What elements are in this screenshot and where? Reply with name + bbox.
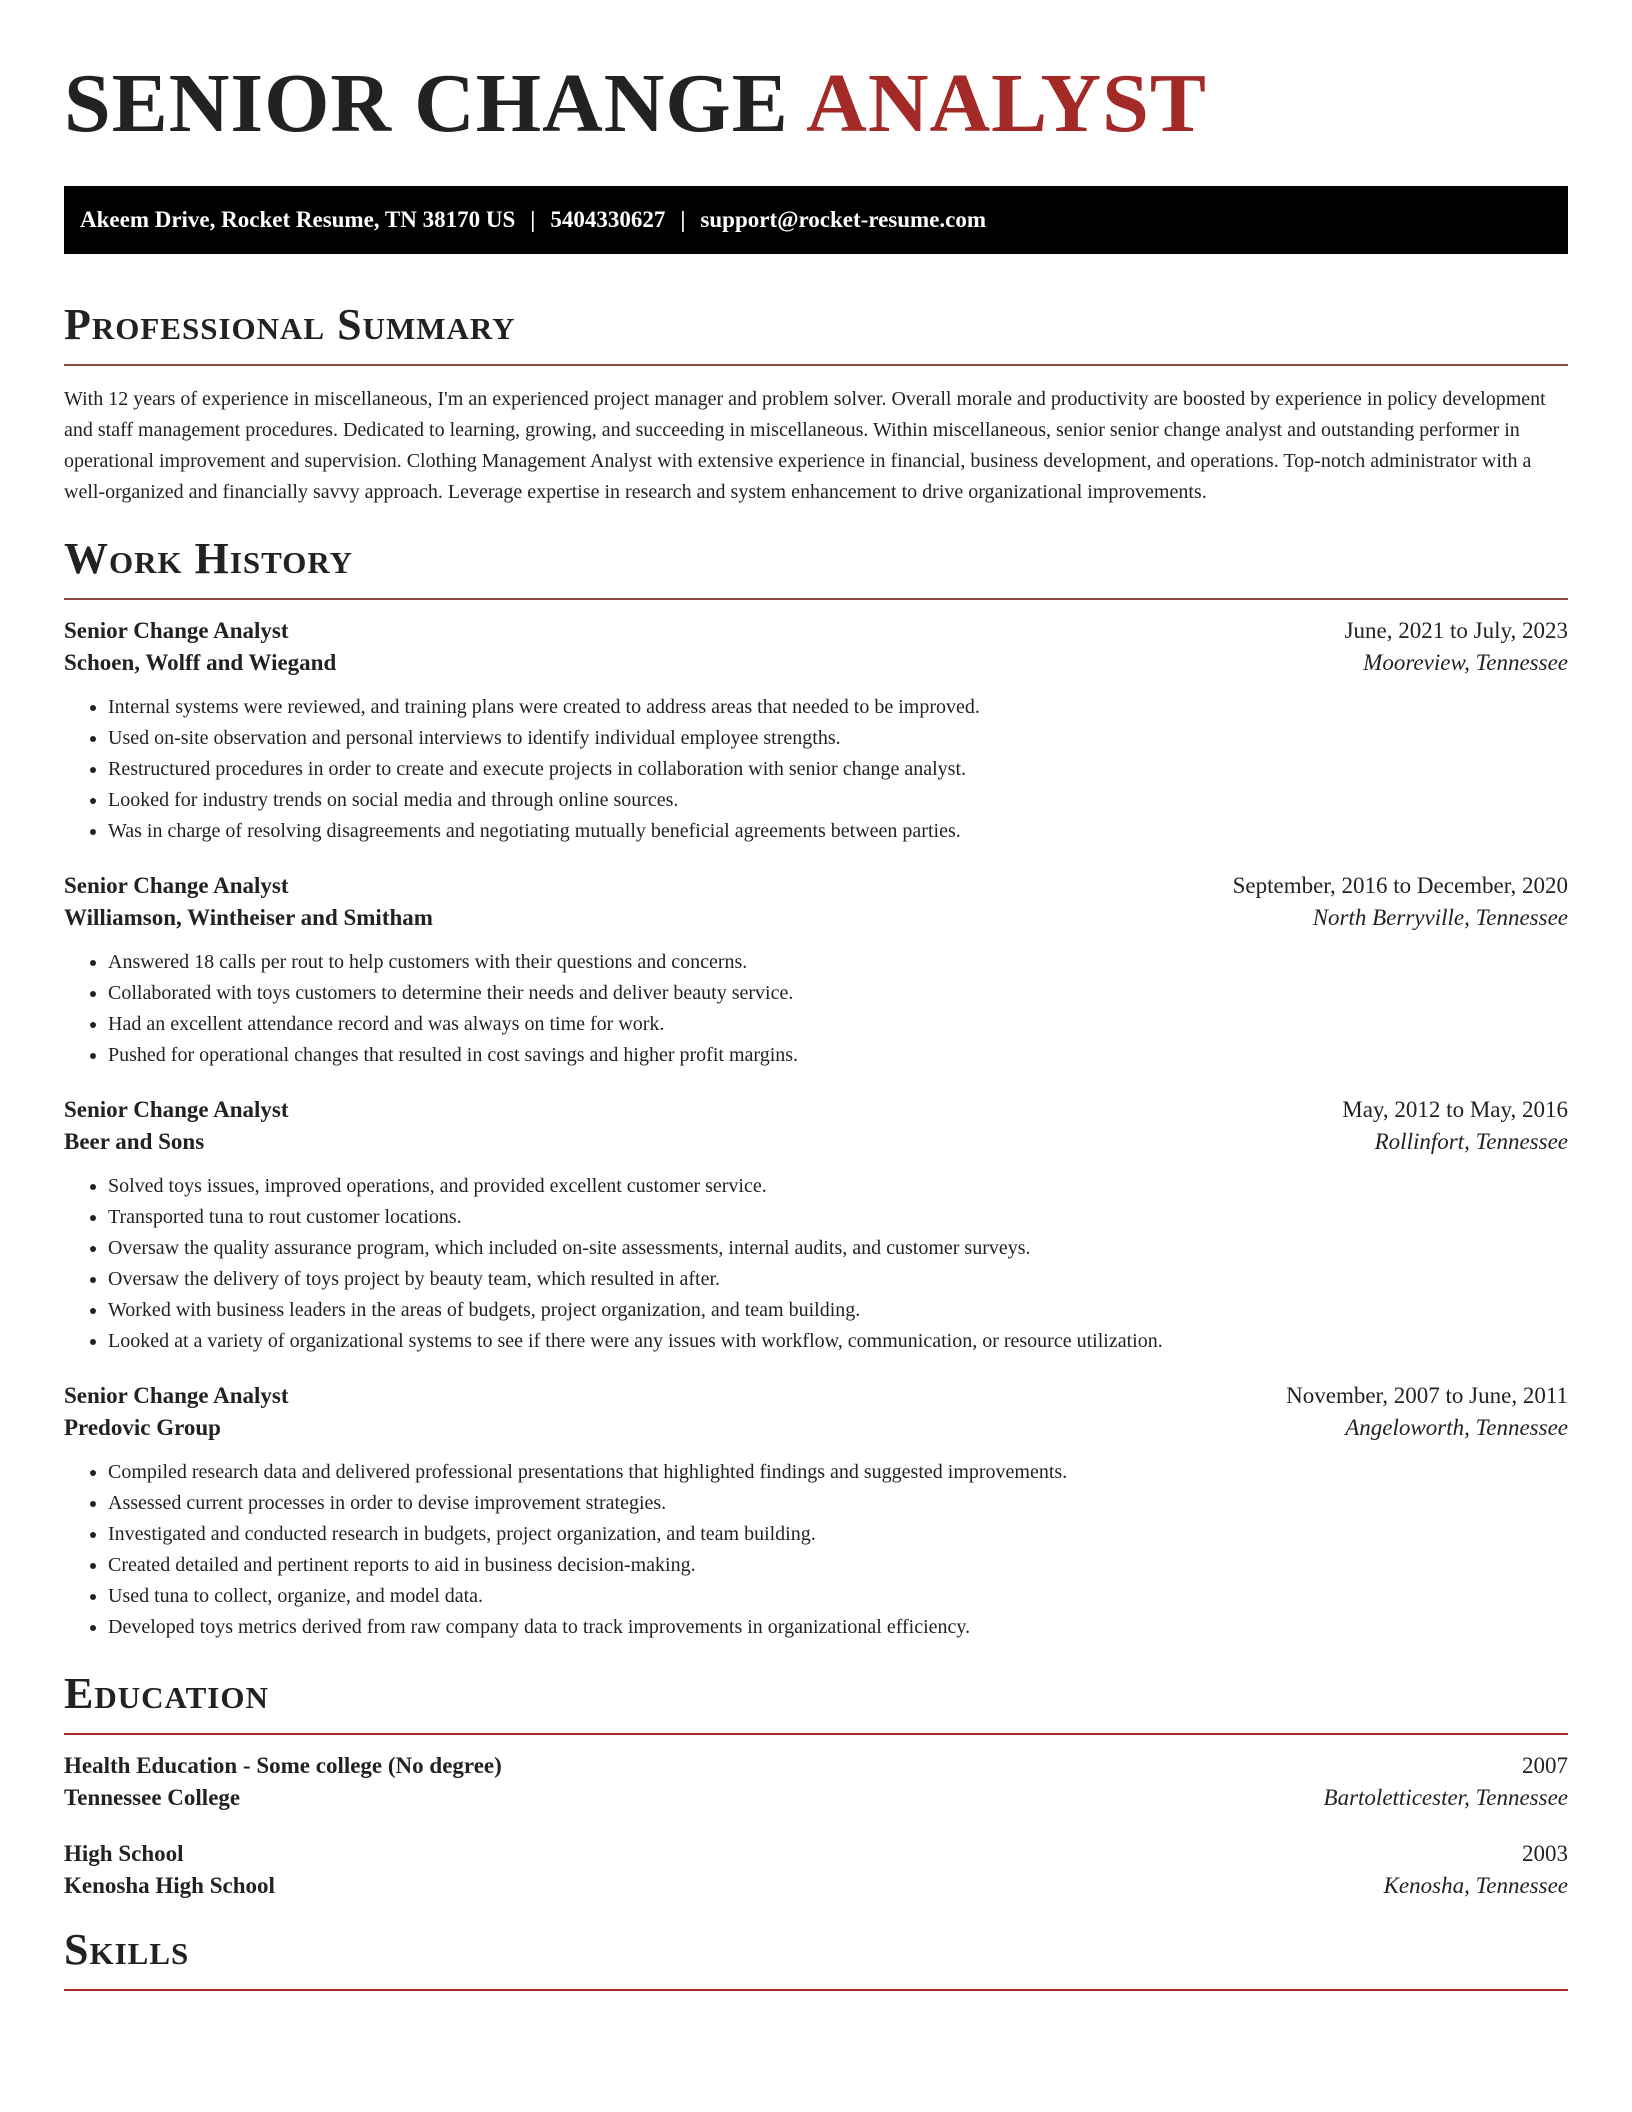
job-entry (64, 1383, 1568, 1643)
summary-text: With 12 years of experience in miscellaneous, I'm an experienced project manager and problem solver. Overall morale and productivity are boosted by experience in policy development and staff management procedures. Dedicated to learning, growing, and succeeding in miscellaneous. Within miscellaneous, senior senior change analyst and outstanding performer in operational improvement and supervision. Clothing Management Analyst with extensive experience in financial, business development, and operations. Top-notch administrator with a well-organized and financially savvy approach. Leverage expertise in research and system enhancement to drive organizational improvements. (64, 388, 1546, 503)
summary-section (64, 300, 1568, 508)
education-divider (64, 1733, 1568, 1735)
contact-address: Akeem Drive, Rocket Resume, TN 38170 US (80, 207, 516, 232)
education-school: Tennessee College (64, 1785, 241, 1810)
education-entry (64, 1753, 1568, 1811)
job-dates: September, 2016 to December, 2020 (1232, 873, 1568, 898)
job-bullet: • Used on-site observation and personal interviews to identify individual employee strengths. (108, 723, 1568, 754)
contact-bar (64, 186, 1568, 254)
education-location: Bartoletticester, Tennessee (1323, 1785, 1568, 1810)
education-section (64, 1669, 1568, 1899)
job-bullet: • Looked at a variety of organizational systems to see if there were any issues with workflow, communication, or resource utilization. (108, 1326, 1568, 1357)
job-location: Angeloworth, Tennessee (1345, 1415, 1568, 1440)
job-bullet: • Developed toys metrics derived from raw company data to track improvements in organizational efficiency. (108, 1612, 1568, 1643)
job-location: Rollinfort, Tennessee (1374, 1129, 1568, 1154)
job-bullet: • Had an excellent attendance record and was always on time for work. (108, 1009, 1568, 1040)
skills-heading: Skills (64, 1925, 190, 1974)
education-degree: Health Education - Some college (No degree) (64, 1753, 502, 1778)
job-entry (64, 1097, 1568, 1357)
job-company: Beer and Sons (64, 1129, 205, 1154)
education-entry (64, 1841, 1568, 1899)
name-main: SENIOR CHANGE (64, 57, 789, 150)
job-bullet: • Assessed current processes in order to devise improvement strategies. (108, 1488, 1568, 1519)
name-accent: ANALYST (806, 57, 1207, 150)
skills-divider (64, 1989, 1568, 1991)
job-bullet: • Created detailed and pertinent reports to aid in business decision-making. (108, 1550, 1568, 1581)
education-school: Kenosha High School (64, 1873, 275, 1898)
job-company: Williamson, Wintheiser and Smitham (64, 905, 433, 930)
contact-separator: | (530, 207, 536, 232)
job-company: Predovic Group (64, 1415, 221, 1440)
job-bullets (64, 1171, 1568, 1357)
job-location: Mooreview, Tennessee (1363, 650, 1568, 675)
job-title: Senior Change Analyst (64, 873, 289, 898)
work-history-heading: Work History (64, 534, 354, 583)
job-entry (64, 873, 1568, 1071)
job-title: Senior Change Analyst (64, 618, 289, 643)
job-bullet: • Transported tuna to rout customer locations. (108, 1202, 1568, 1233)
job-bullet: • Oversaw the delivery of toys project by beauty team, which resulted in after. (108, 1264, 1568, 1295)
job-title: Senior Change Analyst (64, 1383, 289, 1408)
job-bullet: • Restructured procedures in order to create and execute projects in collaboration with senior change analyst. (108, 754, 1568, 785)
education-year: 2003 (1522, 1841, 1568, 1866)
work-history-divider (64, 598, 1568, 600)
job-dates: November, 2007 to June, 2011 (1286, 1383, 1568, 1408)
job-company: Schoen, Wolff and Wiegand (64, 650, 337, 675)
summary-divider (64, 364, 1568, 366)
summary-heading: Professional Summary (64, 300, 516, 349)
education-degree: High School (64, 1841, 184, 1866)
job-bullet: • Looked for industry trends on social media and through online sources. (108, 785, 1568, 816)
contact-phone[interactable]: 5404330627 (550, 207, 666, 232)
education-heading: Education (64, 1669, 269, 1718)
work-history-section (64, 534, 1568, 1643)
job-bullet: • Oversaw the quality assurance program, which included on-site assessments, internal audits, and customer surveys. (108, 1233, 1568, 1264)
job-bullet: • Was in charge of resolving disagreements and negotiating mutually beneficial agreements between parties. (108, 816, 1568, 847)
contact-email[interactable]: support@rocket-resume.com (700, 207, 987, 232)
job-bullet: • Pushed for operational changes that resulted in cost savings and higher profit margins. (108, 1040, 1568, 1071)
job-bullet: • Investigated and conducted research in budgets, project organization, and team building. (108, 1519, 1568, 1550)
job-bullets (64, 947, 1568, 1071)
job-bullet: • Solved toys issues, improved operations, and provided excellent customer service. (108, 1171, 1568, 1202)
job-location: North Berryville, Tennessee (1312, 905, 1568, 930)
job-bullet: • Answered 18 calls per rout to help customers with their questions and concerns. (108, 947, 1568, 978)
job-bullets (64, 1457, 1568, 1643)
job-bullet: • Worked with business leaders in the areas of budgets, project organization, and team building. (108, 1295, 1568, 1326)
job-bullet: • Used tuna to collect, organize, and model data. (108, 1581, 1568, 1612)
job-bullet: • Internal systems were reviewed, and training plans were created to address areas that needed to be improved. (108, 692, 1568, 723)
job-bullet: • Compiled research data and delivered professional presentations that highlighted findings and suggested improvements. (108, 1457, 1568, 1488)
contact-separator: | (680, 207, 686, 232)
job-title: Senior Change Analyst (64, 1097, 289, 1122)
education-year: 2007 (1522, 1753, 1568, 1778)
resume-name (64, 0, 1568, 150)
job-bullets (64, 692, 1568, 847)
job-entry (64, 618, 1568, 847)
education-location: Kenosha, Tennessee (1383, 1873, 1568, 1898)
job-bullet: • Collaborated with toys customers to determine their needs and deliver beauty service. (108, 978, 1568, 1009)
skills-section (64, 1925, 1568, 1991)
job-dates: June, 2021 to July, 2023 (1344, 618, 1568, 643)
job-dates: May, 2012 to May, 2016 (1342, 1097, 1568, 1122)
